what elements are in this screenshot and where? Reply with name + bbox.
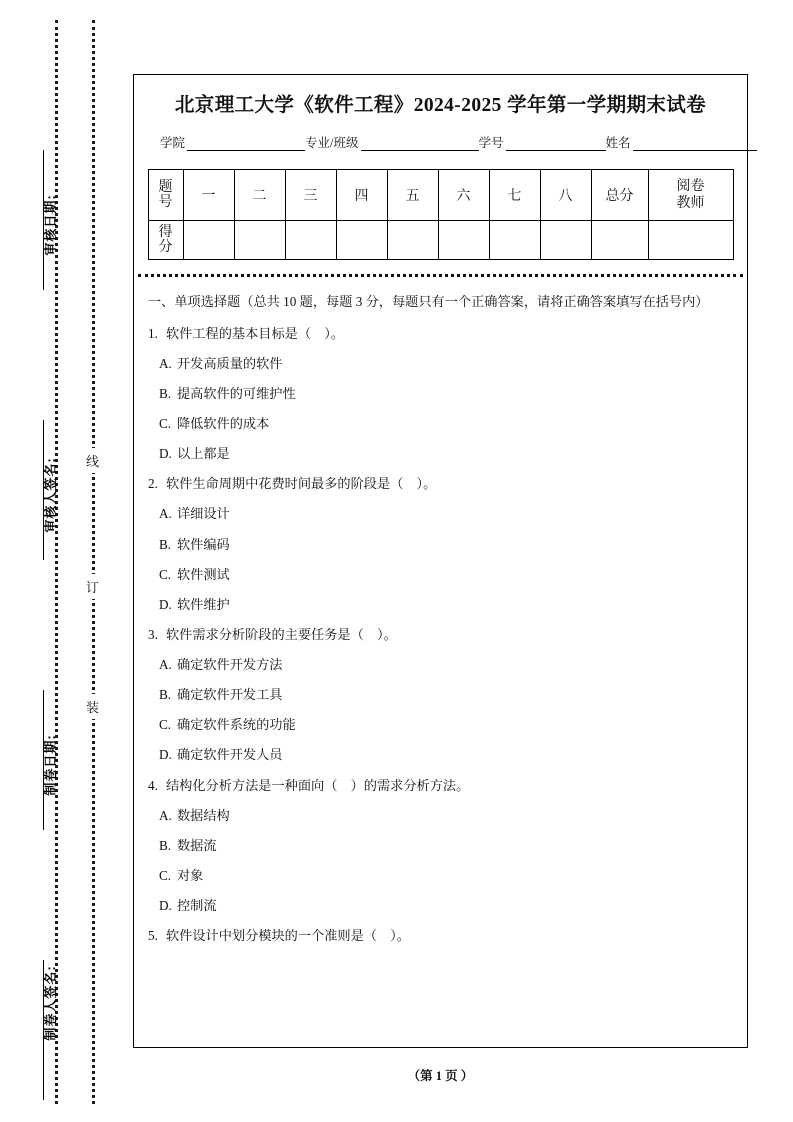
choice-key: B.	[159, 687, 172, 703]
choice-key: C.	[159, 717, 172, 733]
name-field[interactable]	[606, 133, 757, 151]
question-text-5: 软件设计中划分模块的一个准则是（ ）。	[166, 928, 410, 944]
choice-text: 确定软件开发工具	[177, 687, 283, 703]
score-table-row-label-score: 得 分	[148, 221, 183, 260]
question-number-1: 1.	[148, 325, 158, 341]
page-title: 北京理工大学《软件工程》2024‑2025 学年第一学期期末试卷	[174, 95, 707, 116]
score-table-cell-7[interactable]	[489, 221, 540, 260]
question-list	[148, 323, 733, 947]
question-text-2: 软件生命周期中花费时间最多的阶段是（ ）。	[166, 476, 437, 492]
score-table-cell-3[interactable]	[285, 221, 336, 260]
score-table-col-header-8: 八	[540, 170, 591, 221]
margin-label-reviewer-signature: 审核人签名:	[43, 457, 58, 533]
exam-sheet	[133, 74, 748, 1048]
margin-label-maker-signature: 制卷人签名:	[43, 965, 58, 1041]
choice-key: C.	[159, 566, 172, 582]
question-2-choice-A[interactable]	[159, 503, 733, 524]
score-table-col-header-6: 六	[438, 170, 489, 221]
score-table-col-header-7: 七	[489, 170, 540, 221]
score-table-col-header-4: 四	[336, 170, 387, 221]
margin-label-review-date: 审核日期:	[43, 194, 58, 256]
choice-text: 数据结构	[177, 807, 230, 823]
question-text-4: 结构化分析方法是一种面向（ ）的需求分析方法。	[166, 777, 470, 793]
choice-text: 软件编码	[177, 536, 230, 552]
choice-key: D.	[159, 446, 172, 462]
choice-text: 降低软件的成本	[177, 416, 270, 432]
identity-field-row	[160, 133, 729, 151]
choice-key: D.	[159, 596, 172, 612]
question-2	[148, 473, 733, 494]
question-number-4: 4.	[148, 777, 158, 793]
score-table-cell-1[interactable]	[183, 221, 234, 260]
question-4	[148, 775, 733, 796]
exam-body	[148, 291, 733, 946]
question-text-1: 软件工程的基本目标是（ ）。	[166, 325, 345, 341]
score-table-header-row	[148, 170, 733, 221]
score-table-col-header-3: 三	[285, 170, 336, 221]
choice-key: A.	[159, 807, 172, 823]
student-id-label: 学号	[478, 136, 504, 150]
major-field[interactable]	[305, 133, 478, 151]
choice-key: C.	[159, 867, 172, 883]
student-id-input[interactable]	[506, 137, 606, 151]
question-1-choice-B[interactable]	[159, 383, 733, 404]
question-1-choice-D[interactable]	[159, 443, 733, 464]
page-footer: （第 1 页 ）	[407, 1069, 474, 1083]
binding-margin-strip	[0, 0, 120, 1122]
choice-key: A.	[159, 506, 172, 522]
choice-text: 控制流	[177, 898, 217, 914]
choice-key: D.	[159, 747, 172, 763]
question-3-choice-C[interactable]	[159, 714, 733, 735]
choice-key: A.	[159, 355, 172, 371]
seam-char-xian: 线	[84, 448, 101, 473]
major-input[interactable]	[361, 137, 479, 151]
question-2-choice-C[interactable]	[159, 564, 733, 585]
choice-key: D.	[159, 898, 172, 914]
college-field[interactable]	[160, 133, 305, 151]
score-table-score-row	[148, 221, 733, 260]
choice-key: C.	[159, 416, 172, 432]
choice-text: 确定软件开发人员	[177, 747, 283, 763]
question-1-choice-A[interactable]	[159, 353, 733, 374]
question-3-choice-D[interactable]	[159, 744, 733, 765]
question-3-choice-A[interactable]	[159, 654, 733, 675]
question-4-choice-A[interactable]	[159, 805, 733, 826]
question-5	[148, 925, 733, 946]
seam-char-ding: 订	[84, 574, 101, 599]
margin-label-maker-date: 制卷日期:	[43, 734, 58, 796]
question-number-3: 3.	[148, 626, 158, 642]
choice-key: B.	[159, 385, 172, 401]
choice-text: 确定软件开发方法	[177, 657, 283, 673]
question-3	[148, 624, 733, 645]
choice-text: 对象	[177, 867, 204, 883]
score-table-cell-2[interactable]	[234, 221, 285, 260]
choice-text: 确定软件系统的功能	[177, 717, 296, 733]
question-2-choice-B[interactable]	[159, 534, 733, 555]
major-label: 专业/班级	[305, 136, 359, 150]
question-4-choice-D[interactable]	[159, 895, 733, 916]
seam-char-zhuang: 装	[84, 694, 101, 719]
score-table-row-label-question: 题 号	[148, 170, 183, 221]
question-text-3: 软件需求分析阶段的主要任务是（ ）。	[166, 626, 397, 642]
choice-text: 详细设计	[177, 506, 230, 522]
score-table-col-header-2: 二	[234, 170, 285, 221]
choice-text: 软件维护	[177, 596, 230, 612]
score-table-cell-8[interactable]	[540, 221, 591, 260]
section-heading: 一、单项选择题（总共 10 题，每题 3 分，每题只有一个正确答案，请将正确答案填写在括号内）	[148, 294, 709, 309]
score-table-col-header-5: 五	[387, 170, 438, 221]
question-4-choice-B[interactable]	[159, 835, 733, 856]
student-id-field[interactable]	[479, 133, 606, 151]
header-divider	[138, 274, 743, 277]
choice-text: 以上都是	[177, 446, 230, 462]
choice-text: 软件测试	[177, 566, 230, 582]
question-1-choice-C[interactable]	[159, 413, 733, 434]
score-table-grader-header: 阅卷 教师	[648, 170, 733, 221]
name-label: 姓名	[605, 136, 631, 150]
choice-text: 提高软件的可维护性	[177, 385, 296, 401]
question-1	[148, 323, 733, 344]
score-table	[148, 169, 734, 260]
question-number-2: 2.	[148, 476, 158, 492]
question-number-5: 5.	[148, 928, 158, 944]
choice-text: 开发高质量的软件	[177, 355, 283, 371]
choice-text: 数据流	[177, 837, 217, 853]
question-2-choice-D[interactable]	[159, 594, 733, 615]
binding-dotted-line-inner	[92, 20, 95, 1104]
college-label: 学院	[160, 136, 186, 150]
score-table-total-header: 总分	[591, 170, 648, 221]
question-3-choice-B[interactable]	[159, 684, 733, 705]
college-input[interactable]	[187, 137, 305, 151]
choice-key: B.	[159, 837, 172, 853]
score-table-cell-9[interactable]	[591, 221, 648, 260]
choice-key: B.	[159, 536, 172, 552]
score-table-cell-6[interactable]	[438, 221, 489, 260]
score-table-cell-10[interactable]	[648, 221, 733, 260]
name-input[interactable]	[633, 137, 757, 151]
choice-key: A.	[159, 657, 172, 673]
score-table-cell-5[interactable]	[387, 221, 438, 260]
score-table-cell-4[interactable]	[336, 221, 387, 260]
score-table-col-header-1: 一	[183, 170, 234, 221]
question-4-choice-C[interactable]	[159, 865, 733, 886]
